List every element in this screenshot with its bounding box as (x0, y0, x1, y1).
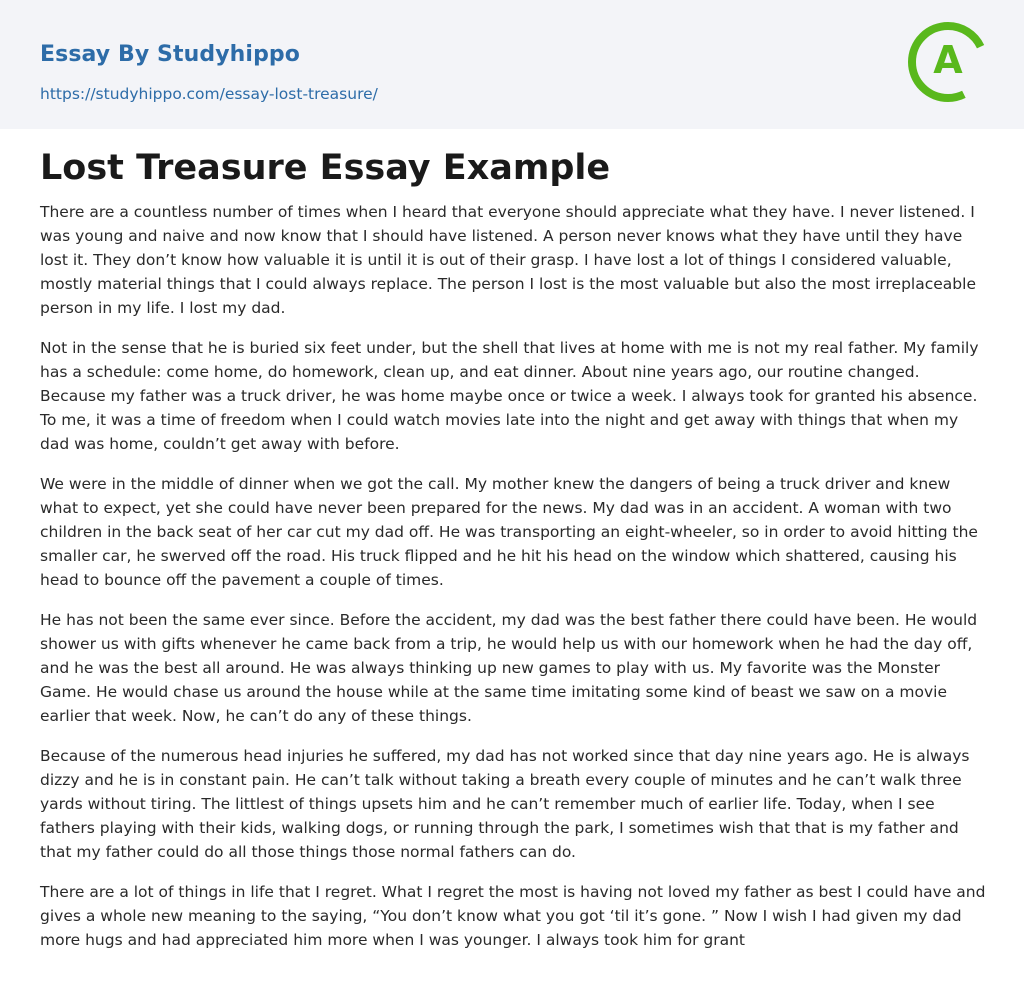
essay-paragraph: We were in the middle of dinner when we got the call. My mother knew the dangers of being a truck driver and knew what to expect, yet she could have never been prepared for the news. My dad was in an accident. A woman with two children in the back seat of her car cut my dad off. He was transporting an eight-wheeler, so in order to avoid hitting the smaller car, he swerved off the road. His truck flipped and he hit his head on the window which shattered, causing his head to bounce off the pavement a couple of times. (40, 475, 978, 589)
logo-letter: A (933, 38, 963, 82)
essay-paragraph: Not in the sense that he is buried six feet under, but the shell that lives at home with me is not my real father. My family has a schedule: come home, do homework, clean up, and eat dinner. About nine years ago, our routine changed. Because my father was a truck driver, he was home maybe once or twice a week. I always took for granted his absence. To me, it was a time of freedom when I could watch movies late into the night and get away with things that when my dad was home, couldn’t get away with before. (40, 339, 979, 453)
essay-paragraph: There are a countless number of times when I heard that everyone should appreciate what they have. I never listened. I was young and naive and now know that I should have listened. A person never knows what they have until they have lost it. They don’t know how valuable it is until it is out of their grasp. I have lost a lot of things I considered valuable, mostly material things that I could always replace. The person I lost is the most valuable but also the most irreplaceable person in my life. I lost my dad. (40, 203, 976, 317)
essay-content (40, 146, 990, 968)
brand-title[interactable]: Essay By Studyhippo (40, 42, 300, 67)
essay-paragraph: Because of the numerous head injuries he suffered, my dad has not worked since that day nine years ago. He is always dizzy and he is in constant pain. He can’t talk without taking a breath every couple of minutes and he can’t walk three yards without tiring. The littlest of things upsets him and he can’t remember much of earlier life. Today, when I see fathers playing with their kids, walking dogs, or running through the park, I sometimes wish that that is my father and that my father could do all those things those normal fathers can do. (40, 747, 970, 861)
essay-paragraph: There are a lot of things in life that I regret. What I regret the most is having not loved my father as best I could have and gives a whole new meaning to the saying, “You don’t know what you got ‘til it’s gone. ” Now I wish I had given my dad more hugs and had appreciated him more when I was younger. I always took him for grant (40, 883, 986, 949)
page-title: Lost Treasure Essay Example (40, 148, 611, 188)
source-url-link[interactable]: https://studyhippo.com/essay-lost-treasure/ (40, 85, 378, 103)
essay-paragraph: He has not been the same ever since. Before the accident, my dad was the best father there could have been. He would shower us with gifts whenever he came back from a trip, he would help us with our homework when he had the day off, and he was the best all around. He was always thinking up new games to play with us. My favorite was the Monster Game. He would chase us around the house while at the same time imitating some kind of beast we saw on a movie earlier that week. Now, he can’t do any of these things. (40, 611, 978, 725)
studyhippo-logo-icon[interactable] (908, 18, 988, 106)
page-header (0, 0, 1024, 129)
